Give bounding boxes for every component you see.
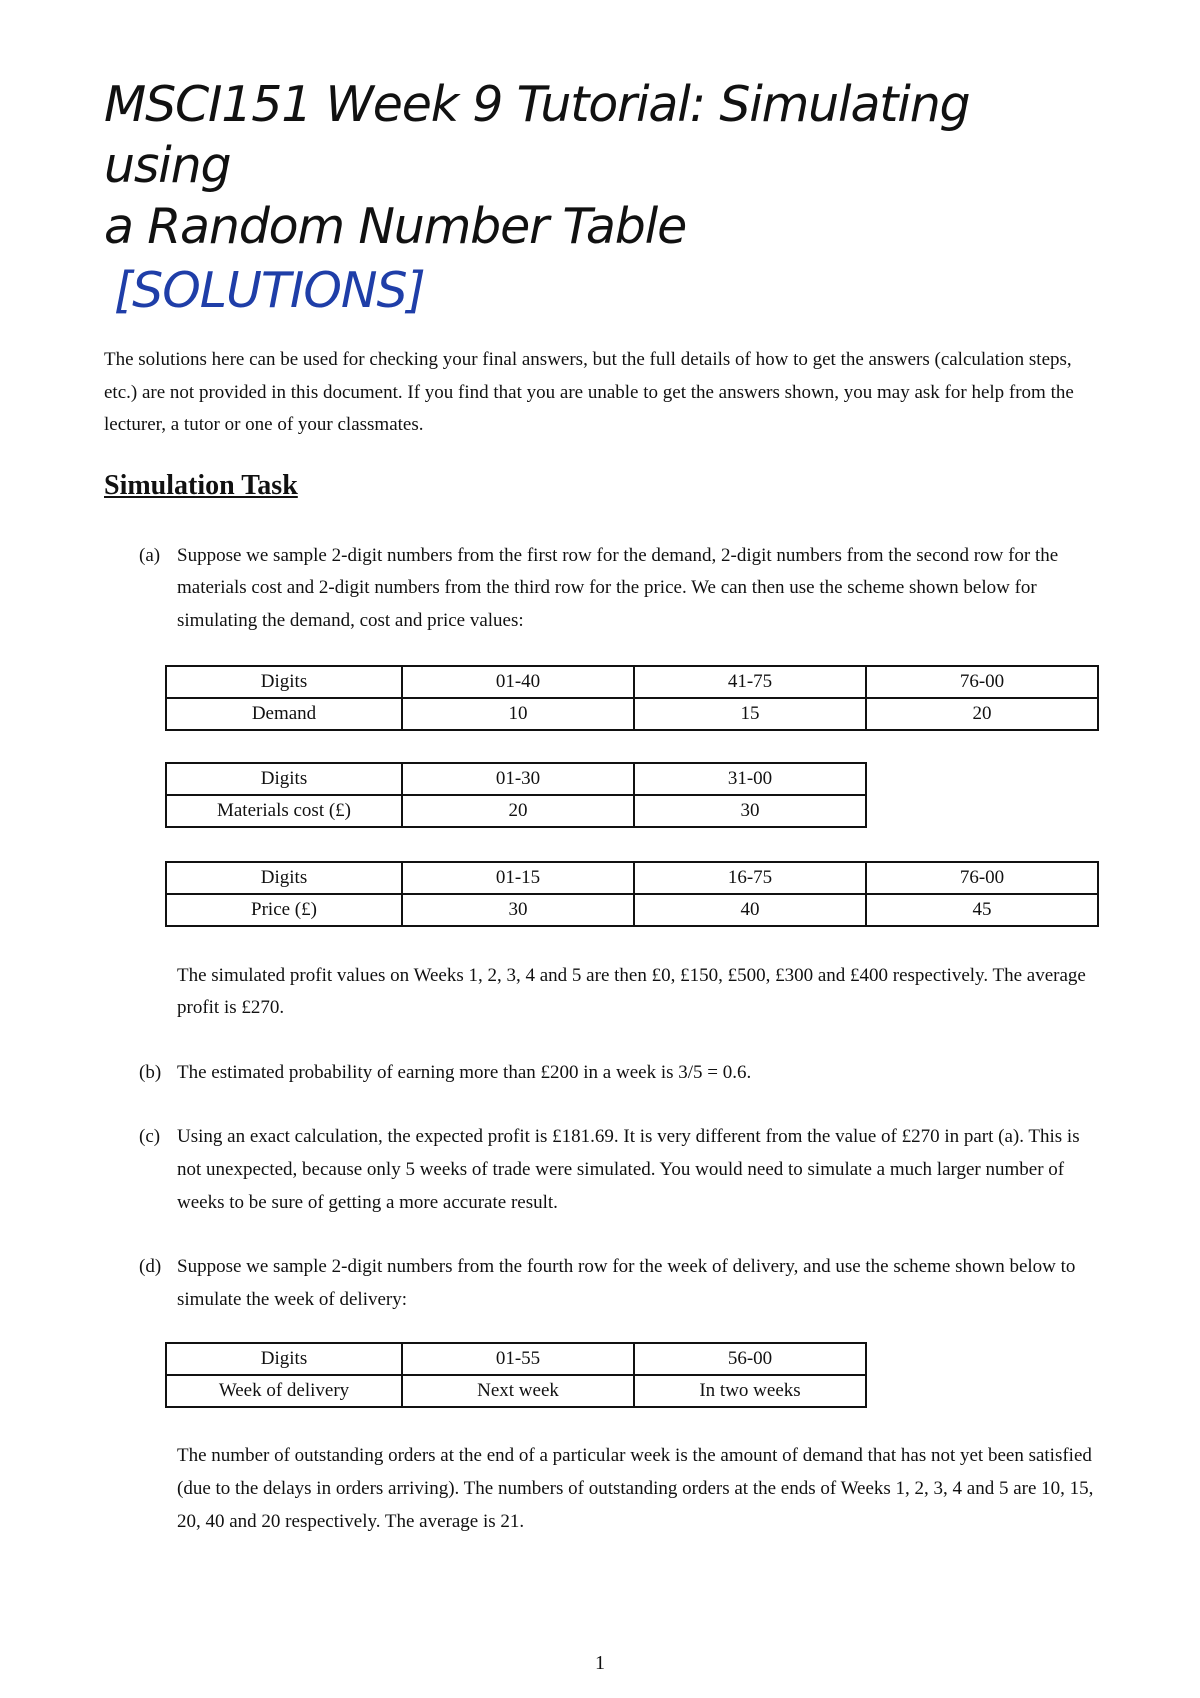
table-row xyxy=(166,894,1098,926)
table-cell: Demand xyxy=(166,698,402,730)
table-cell: 40 xyxy=(634,894,866,926)
item-d-label: (d) xyxy=(139,1256,162,1278)
table-cell: 20 xyxy=(866,698,1098,730)
item-c-label: (c) xyxy=(139,1126,161,1148)
item-c xyxy=(104,1121,1104,1219)
table-cell: 01-40 xyxy=(402,666,634,698)
table-cell: 31-00 xyxy=(634,763,866,795)
title-line-1: MSCI151 Week 9 Tutorial: Simulating using xyxy=(104,76,970,194)
table-cell: 41-75 xyxy=(634,666,866,698)
item-a xyxy=(104,540,1104,1025)
table-cell: Digits xyxy=(166,666,402,698)
table-cell: 01-55 xyxy=(402,1343,634,1375)
item-a-text: Suppose we sample 2-digit numbers from the first row for the demand, 2-digit numbers from the second row for the materials cost and 2-digit numbers from the third row for the price. We can then use the scheme shown below for simulating the demand, cost and price values: xyxy=(177,544,1059,631)
table-row xyxy=(166,862,1098,894)
item-a-label: (a) xyxy=(139,544,161,566)
table-cell: 10 xyxy=(402,698,634,730)
table-row xyxy=(166,698,1098,730)
table-row xyxy=(166,1375,866,1407)
table-cell: Next week xyxy=(402,1375,634,1407)
title-line-2: a Random Number Table xyxy=(104,198,687,255)
delivery-table xyxy=(165,1342,867,1408)
solutions-label: [SOLUTIONS] xyxy=(114,262,425,319)
document-page xyxy=(104,74,1104,1538)
demand-table xyxy=(165,665,1099,731)
price-table xyxy=(165,861,1099,927)
table-cell: 01-30 xyxy=(402,763,634,795)
table-cell: 16-75 xyxy=(634,862,866,894)
item-d-text: Suppose we sample 2-digit numbers from the fourth row for the week of delivery, and use the scheme shown below to simulate the week of delivery: xyxy=(177,1256,1076,1310)
table-cell: In two weeks xyxy=(634,1375,866,1407)
table-cell: Digits xyxy=(166,1343,402,1375)
table-cell: 56-00 xyxy=(634,1343,866,1375)
materials-cost-table xyxy=(165,762,867,828)
table-cell: 30 xyxy=(402,894,634,926)
table-cell: Week of delivery xyxy=(166,1375,402,1407)
table-cell: Materials cost (£) xyxy=(166,795,402,827)
table-row xyxy=(166,763,866,795)
table-cell: Digits xyxy=(166,763,402,795)
item-a-result: The simulated profit values on Weeks 1, 2, 3, 4 and 5 are then £0, £150, £500, £300 and £400 respectively. The average profit is £270. xyxy=(177,964,1086,1019)
item-d xyxy=(104,1251,1104,1538)
table-row xyxy=(166,666,1098,698)
table-cell: 01-15 xyxy=(402,862,634,894)
table-row xyxy=(166,795,866,827)
document-title xyxy=(104,74,1104,257)
table-cell: 76-00 xyxy=(866,862,1098,894)
table-cell: 76-00 xyxy=(866,666,1098,698)
table-cell: 20 xyxy=(402,795,634,827)
table-row xyxy=(166,1343,866,1375)
item-c-text: Using an exact calculation, the expected profit is £181.69. It is very different from the value of £270 in part (a). This is not unexpected, because only 5 weeks of trade were simulated. You would need to simulate a much larger number of weeks to be sure of getting a more accurate result. xyxy=(177,1126,1080,1213)
table-cell: Digits xyxy=(166,862,402,894)
page-number: 1 xyxy=(595,1652,605,1674)
intro-paragraph: The solutions here can be used for checking your final answers, but the full details of how to get the answers (calculation steps, etc.) are not provided in this document. If you find that you are unable to get the answers shown, you may ask for help from the lecturer, a tutor or one of your classmates. xyxy=(104,349,1074,436)
table-cell: Price (£) xyxy=(166,894,402,926)
item-b-label: (b) xyxy=(139,1061,162,1083)
item-b xyxy=(104,1057,1104,1090)
item-d-result: The number of outstanding orders at the end of a particular week is the amount of demand that has not yet been satisfied (due to the delays in orders arriving). The numbers of outstanding orders at the ends of Weeks 1, 2, 3, 4 and 5 are 10, 15, 20, 40 and 20 respectively. The average is 21. xyxy=(177,1445,1094,1532)
table-cell: 15 xyxy=(634,698,866,730)
item-b-text: The estimated probability of earning more than £200 in a week is 3/5 = 0.6. xyxy=(177,1061,752,1083)
table-cell: 45 xyxy=(866,894,1098,926)
table-cell: 30 xyxy=(634,795,866,827)
section-heading: Simulation Task xyxy=(104,469,298,501)
